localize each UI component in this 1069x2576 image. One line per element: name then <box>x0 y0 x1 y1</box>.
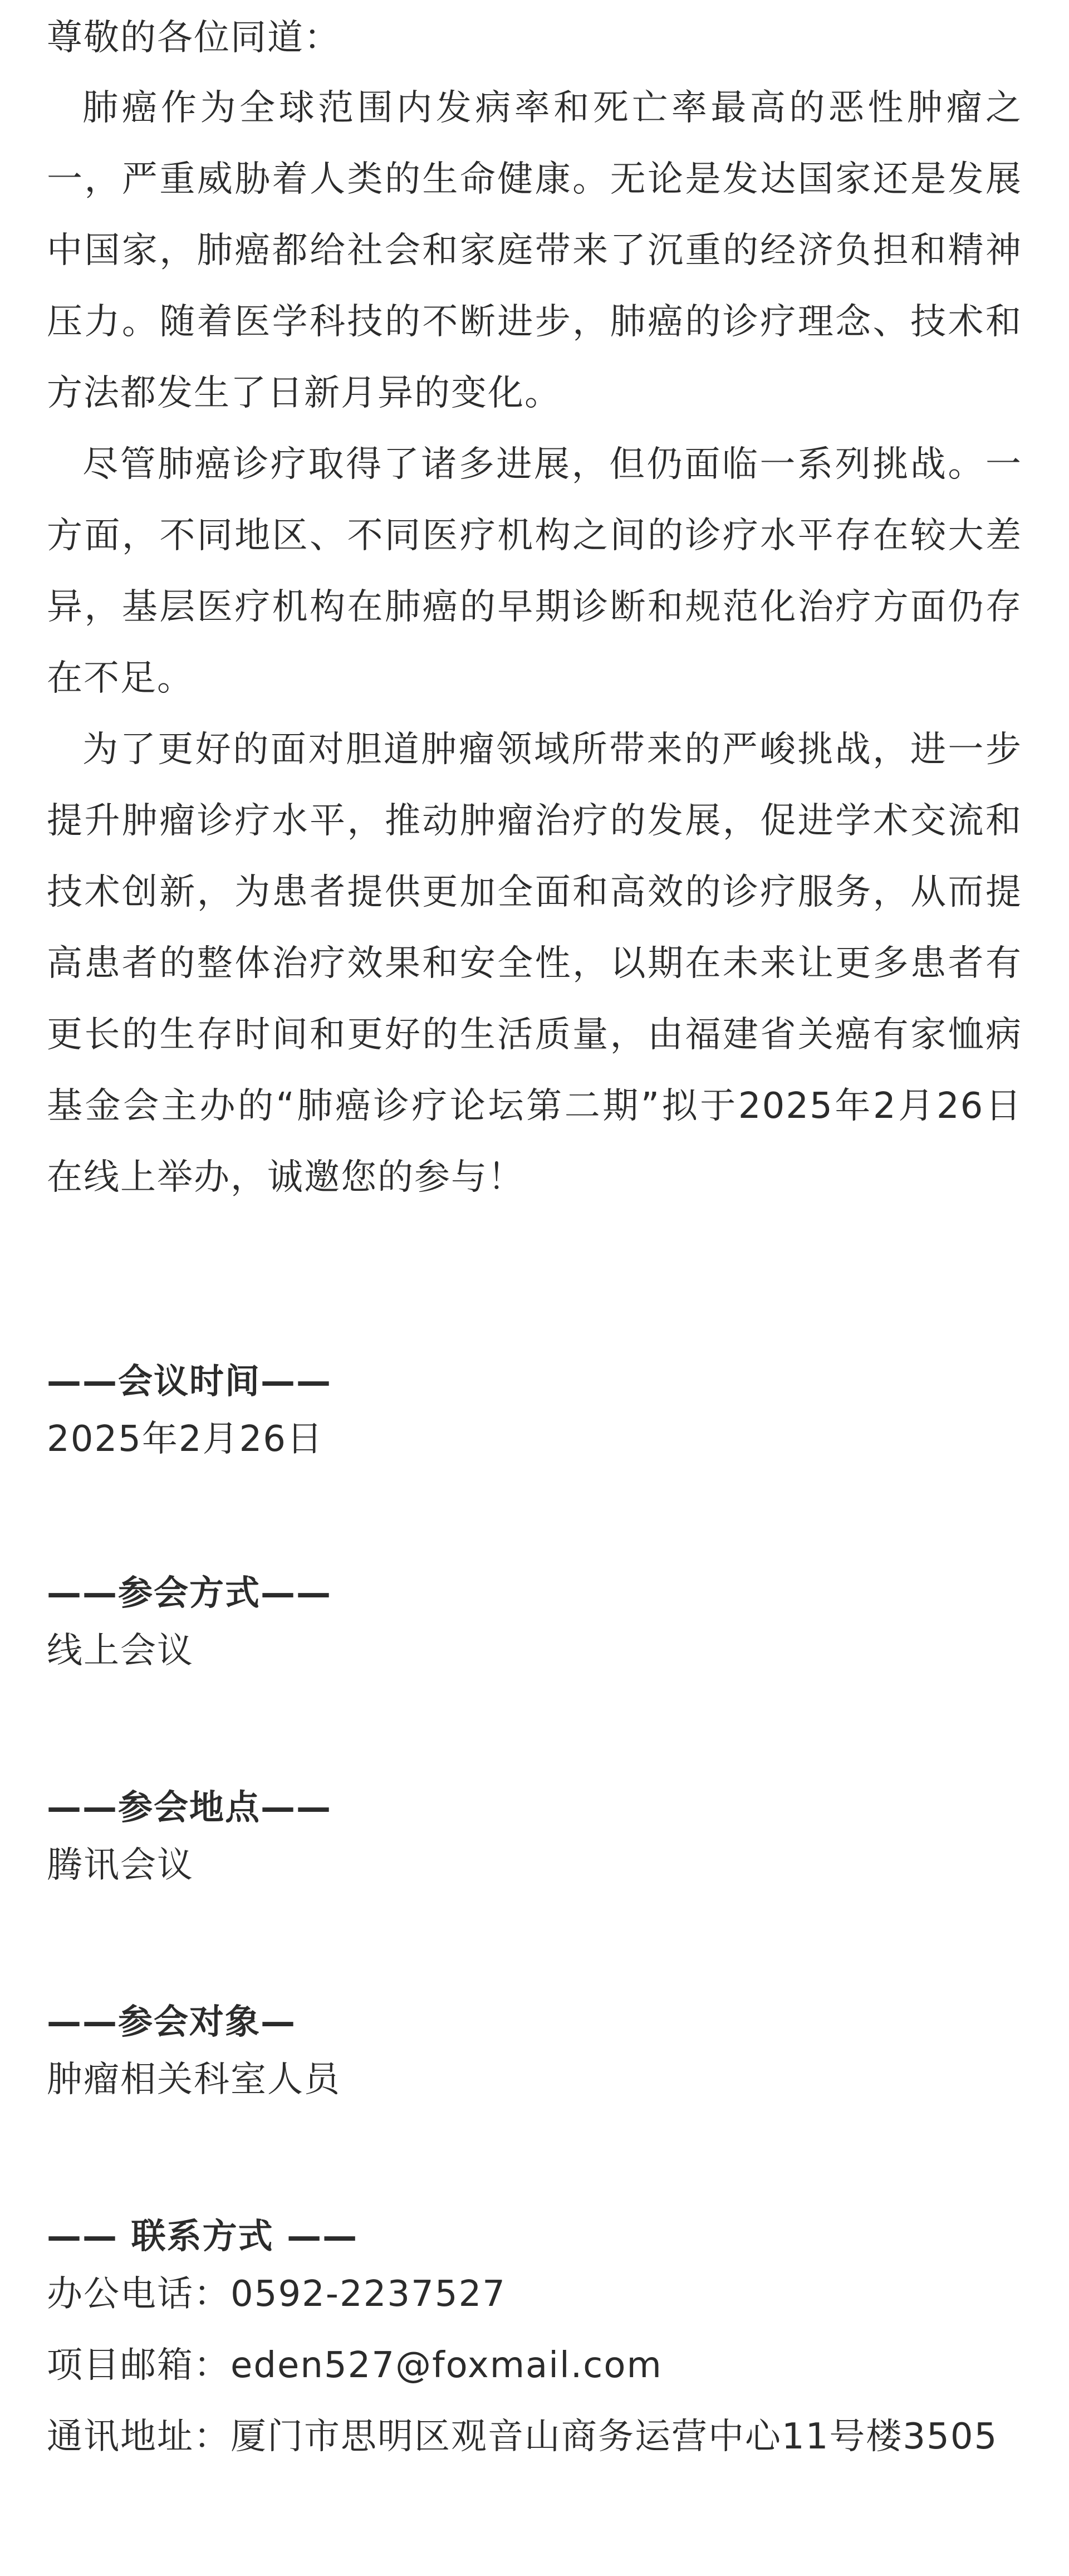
venue-value: 腾讯会议 <box>47 1845 194 1886</box>
intro-paragraph-2: 尽管肺癌诊疗取得了诸多进展，但仍面临一系列挑战。一方面，不同地区、不同医疗机构之间的诊疗水平存在较大差异，基层医疗机构在肺癌的早期诊断和规范化治疗方面仍存在不足。 <box>47 444 1022 699</box>
audience-heading: ——参会对象— <box>47 2001 297 2042</box>
venue-heading: ——参会地点—— <box>47 1787 332 1827</box>
attendance-method-heading: ——参会方式—— <box>47 1572 332 1613</box>
project-email-line <box>47 2330 1022 2401</box>
contact-heading: —— 联系方式 —— <box>47 2216 359 2256</box>
mailing-address-label: 通讯地址： <box>47 2416 231 2457</box>
intro-paragraph-3: 为了更好的面对胆道肿瘤领域所带来的严峻挑战，进一步提升肿瘤诊疗水平，推动肿瘤治疗的发展，促进学术交流和技术创新，为患者提供更加全面和高效的诊疗服务，从而提高患者的整体治疗效果和安全性，以期在未来让更多患者有更长的生存时间和更好的生活质量，由福建省关癌有家恤病基金会主办的“肺癌诊疗论坛第二期”拟于2025年2月26日在线上举办，诚邀您的参与！ <box>47 729 1022 1198</box>
mailing-address-line <box>47 2401 1022 2472</box>
project-email-label: 项目邮箱： <box>47 2345 231 2386</box>
attendance-method-section <box>47 1571 1022 1687</box>
audience-value: 肿瘤相关科室人员 <box>47 2059 341 2100</box>
greeting: 尊敬的各位同道： <box>47 17 341 58</box>
audience-section <box>47 2000 1022 2115</box>
office-phone-line <box>47 2259 1022 2330</box>
meeting-time-heading: ——会议时间—— <box>47 1361 332 1401</box>
meeting-time-section <box>47 1359 1022 1475</box>
attendance-method-value: 线上会议 <box>47 1630 194 1671</box>
contact-section <box>47 2214 1022 2472</box>
intro-paragraph-1: 肺癌作为全球范围内发病率和死亡率最高的恶性肿瘤之一，严重威胁着人类的生命健康。无论是发达国家还是发展中国家，肺癌都给社会和家庭带来了沉重的经济负担和精神压力。随着医学科技的不断进步，肺癌的诊疗理念、技术和方法都发生了日新月异的变化。 <box>47 87 1022 414</box>
venue-section <box>47 1785 1022 1901</box>
office-phone-number[interactable]: 0592-2237527 <box>231 2274 506 2315</box>
meeting-time-value: 2025年2月26日 <box>47 1419 324 1460</box>
mailing-address-value: 厦门市思明区观音山商务运营中心11号楼3505 <box>231 2416 998 2457</box>
project-email-address[interactable]: eden527@foxmail.com <box>231 2345 663 2386</box>
office-phone-label: 办公电话： <box>47 2274 231 2315</box>
